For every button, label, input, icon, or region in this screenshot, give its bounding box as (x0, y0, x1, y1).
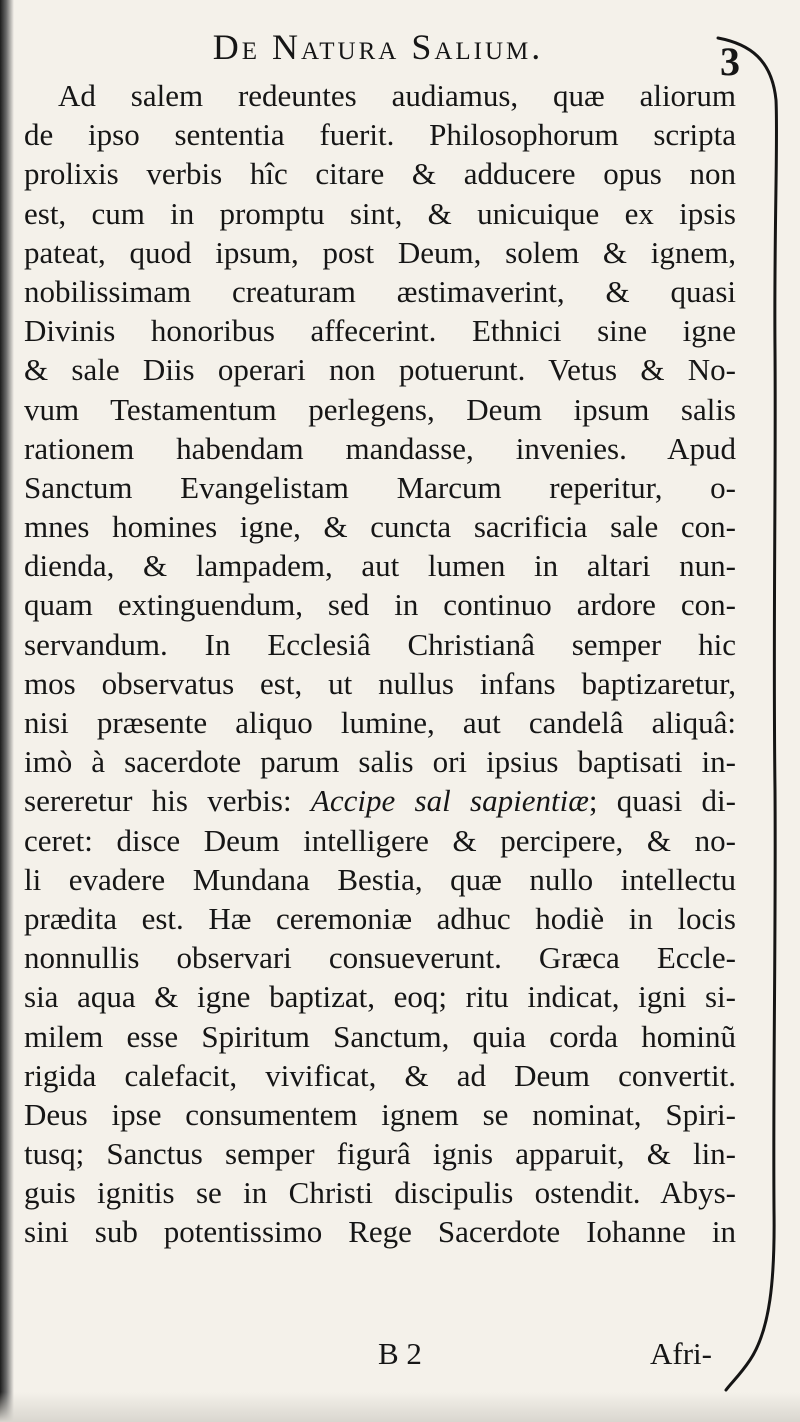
text-line: Sanctum Evangelistam Marcum reperitur, o- (24, 469, 736, 505)
text-line: ceret: disce Deum intelligere & percipere, & no- (24, 822, 736, 858)
catchword: Afri- (650, 1336, 712, 1371)
body-text (24, 76, 736, 1252)
text-line: mnes homines igne, & cuncta sacrificia sale con- (24, 509, 736, 545)
text-line (24, 781, 736, 820)
text-line: sini sub potentissimo Rege Sacerdote Iohanne in (24, 1214, 736, 1250)
text-line: sia aqua & igne baptizat, eoq; ritu indicat, igni si- (24, 979, 736, 1015)
text-line: prædita est. Hæ ceremoniæ adhuc hodiè in locis (24, 900, 736, 936)
text-line: nobilissimam creaturam æstimaverint, & quasi (24, 273, 736, 309)
text-line: nisi præsente aliquo lumine, aut candelâ aliquâ: (24, 705, 736, 740)
text-line: est, cum in promptu sint, & unicuique ex ipsis (24, 195, 736, 231)
text-line: milem esse Spiritum Sanctum, quia corda hominũ (24, 1018, 736, 1054)
text-line-segment: sereretur his verbis: (24, 783, 311, 819)
signature-mark: B 2 (378, 1336, 422, 1371)
text-line: nonnullis observari consueverunt. Græca Eccle- (24, 940, 736, 976)
text-line: & sale Diis operari non potuerunt. Vetus & No- (24, 352, 736, 388)
text-line: de ipso sententia fuerit. Philosophorum scripta (24, 117, 736, 153)
running-title: De Natura Salium. (212, 27, 544, 67)
text-line: vum Testamentum perlegens, Deum ipsum salis (24, 391, 736, 427)
bottom-shadow (0, 1392, 800, 1422)
text-line: dienda, & lampadem, aut lumen in altari nun- (24, 548, 736, 584)
text-line: servandum. In Ecclesiâ Christianâ semper hic (24, 626, 736, 662)
text-line: rationem habendam mandasse, invenies. Apud (24, 430, 736, 466)
italic-quotation: Accipe sal sapientiæ (310, 783, 589, 819)
text-line: tusq; Sanctus semper figurâ ignis apparuit, & lin- (24, 1136, 736, 1172)
text-line: prolixis verbis hîc citare & adducere opus non (24, 156, 736, 192)
text-line: Deus ipse consumentem ignem se nominat, Spiri- (24, 1096, 736, 1132)
text-line: Divinis honoribus affecerint. Ethnici sine igne (24, 313, 736, 349)
text-line: li evadere Mundana Bestia, quæ nullo intellectu (24, 861, 736, 897)
text-line: imò à sacerdote parum salis ori ipsius baptisati in- (24, 744, 736, 780)
text-line: pateat, quod ipsum, post Deum, solem & ignem, (24, 234, 736, 270)
text-line: quam extinguendum, sed in continuo ardore con- (24, 587, 736, 623)
text-line-segment: ; quasi di- (588, 783, 736, 819)
text-line: Ad salem redeuntes audiamus, quæ aliorum (58, 78, 736, 113)
binding-shadow (0, 0, 14, 1422)
page-header (118, 22, 638, 72)
text-line: guis ignitis se in Christi discipulis ostendit. Abys- (24, 1175, 736, 1211)
text-line: rigida calefacit, vivificat, & ad Deum convertit. (24, 1057, 736, 1093)
page-footer (0, 1334, 800, 1374)
page-number: 3 (720, 39, 740, 84)
text-line: mos observatus est, ut nullus infans baptizaretur, (24, 665, 736, 701)
